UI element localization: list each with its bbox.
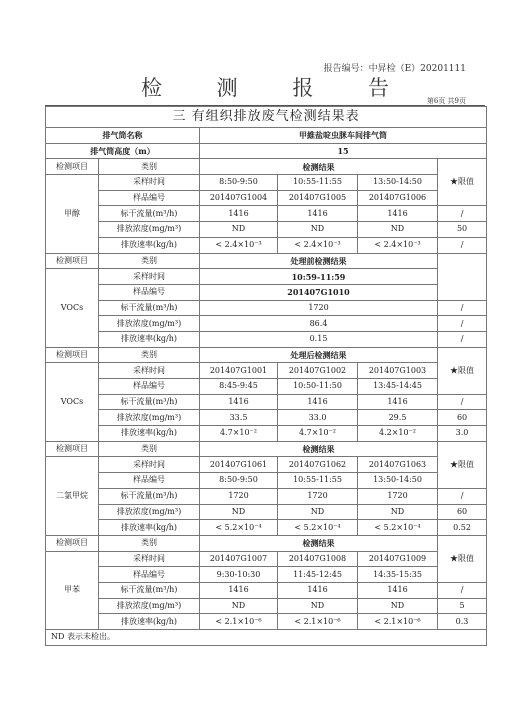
cell: 1720 [278, 488, 358, 504]
limit-cell: 60 [438, 410, 487, 426]
cell: < 2.1×10⁻⁶ [200, 614, 278, 630]
cell: 1416 [200, 206, 278, 222]
limit-cell: 60 [438, 504, 487, 520]
item-name: 甲苯 [46, 551, 99, 629]
cell: 4.2×10⁻² [358, 426, 438, 442]
cell: 1416 [358, 394, 438, 410]
cell: ND [278, 222, 358, 238]
rate-label: 排放速率(kg/h) [99, 520, 200, 536]
flow-label: 标干流量(m³/h) [99, 206, 200, 222]
cell: 201407G1004 [200, 190, 278, 206]
limit-header: ★限值 [438, 535, 487, 582]
conc-label: 排放浓度(mg/m³) [99, 598, 200, 614]
cell: 8:50-9:50 [200, 175, 278, 191]
cell: 13:50-14:50 [358, 473, 438, 489]
limit-cell: / [438, 300, 487, 316]
limit-cell: 50 [438, 222, 487, 238]
item-header: 检测项目 [46, 535, 99, 551]
sample-no-label: 样品编号 [99, 190, 200, 206]
limit-cell: 0.3 [438, 614, 487, 630]
cell: 29.5 [358, 410, 438, 426]
report-title: 检 测 报 告 [140, 76, 414, 100]
cell: 201407G1008 [278, 551, 358, 567]
limit-cell: / [438, 316, 487, 332]
limit-cell: / [438, 582, 487, 598]
cell: 201407G1010 [200, 284, 438, 300]
cell: 10:59-11:59 [200, 269, 438, 285]
rate-label: 排放速率(kg/h) [99, 331, 200, 347]
results-header: 检测结果 [200, 441, 438, 457]
sample-time-label: 采样时间 [99, 269, 200, 285]
sample-no-label: 样品编号 [99, 567, 200, 583]
cell: 201407G1001 [200, 363, 278, 379]
limit-cell: 3.0 [438, 426, 487, 442]
cell: 10:50-11:50 [278, 379, 358, 395]
cell: 201407G1002 [278, 363, 358, 379]
cell: ND [278, 504, 358, 520]
cell: 86.4 [200, 316, 438, 332]
cell: 1720 [358, 488, 438, 504]
cell: 201407G1063 [358, 457, 438, 473]
stack-height-label: 排气筒高度（m） [46, 143, 200, 159]
sample-no-label: 样品编号 [99, 284, 200, 300]
cell: ND [358, 504, 438, 520]
rate-label: 排放速率(kg/h) [99, 237, 200, 253]
cell: 201407G1003 [358, 363, 438, 379]
cell: < 2.4×10⁻³ [200, 237, 278, 253]
cell: 8:45-9:45 [200, 379, 278, 395]
cell: 9:30-10:30 [200, 567, 278, 583]
cell: 1416 [278, 582, 358, 598]
cell: < 5.2×10⁻⁴ [358, 520, 438, 536]
results-header: 检测结果 [200, 159, 438, 175]
cell: 201407G1006 [358, 190, 438, 206]
cell: 1720 [200, 300, 438, 316]
flow-label: 标干流量(m³/h) [99, 488, 200, 504]
sample-no-label: 样品编号 [99, 473, 200, 489]
stack-name: 甲維盐啶虫脒车间排气筒 [200, 128, 487, 144]
category-header: 类别 [99, 535, 200, 551]
item-header: 检测项目 [46, 441, 99, 457]
cell: 10:55-11:55 [278, 175, 358, 191]
limit-cell: / [438, 488, 487, 504]
limit-cell: 0.52 [438, 520, 487, 536]
table-caption: 三 有组织排放废气检测结果表 [46, 107, 487, 128]
cell: 0.15 [200, 331, 438, 347]
cell: < 5.2×10⁻⁴ [200, 520, 278, 536]
cell: ND [200, 222, 278, 238]
item-header: 检测项目 [46, 347, 99, 363]
cell: 11:45-12:45 [278, 567, 358, 583]
cell: 1416 [200, 394, 278, 410]
item-header: 检测项目 [46, 159, 99, 175]
cell: 1416 [278, 206, 358, 222]
cell: ND [358, 222, 438, 238]
cell: 10:55-11:55 [278, 473, 358, 489]
category-header: 类别 [99, 441, 200, 457]
category-header: 类别 [99, 347, 200, 363]
flow-label: 标干流量(m³/h) [99, 582, 200, 598]
limit-cell: / [438, 237, 487, 253]
results-header: 检测结果 [200, 535, 438, 551]
item-name: 甲醇 [46, 175, 99, 253]
cell: 8:50-9:50 [200, 473, 278, 489]
rate-label: 排放速率(kg/h) [99, 614, 200, 630]
cell: < 2.4×10⁻³ [278, 237, 358, 253]
item-header: 检测项目 [46, 253, 99, 269]
item-name: 二氯甲烷 [46, 457, 99, 535]
cell: 201407G1007 [200, 551, 278, 567]
report-number: 报告编号：中昇检（E）20201111 [323, 64, 466, 74]
page-number: 第6页 共9页 [426, 97, 466, 105]
sample-no-label: 样品编号 [99, 379, 200, 395]
cell: 1416 [278, 394, 358, 410]
cell: 13:45-14:45 [358, 379, 438, 395]
conc-label: 排放浓度(mg/m³) [99, 410, 200, 426]
cell: 13:50-14:50 [358, 175, 438, 191]
limit-cell: / [438, 331, 487, 347]
limit-blank [438, 253, 487, 300]
cell: 201407G1005 [278, 190, 358, 206]
cell: 1416 [358, 206, 438, 222]
limit-cell: / [438, 206, 487, 222]
conc-label: 排放浓度(mg/m³) [99, 504, 200, 520]
sample-time-label: 采样时间 [99, 175, 200, 191]
limit-cell: 5 [438, 598, 487, 614]
category-header: 类别 [99, 253, 200, 269]
sample-time-label: 采样时间 [99, 457, 200, 473]
cell: 1416 [200, 582, 278, 598]
flow-label: 标干流量(m³/h) [99, 394, 200, 410]
cell: ND [200, 598, 278, 614]
cell: 201407G1061 [200, 457, 278, 473]
cell: < 2.1×10⁻⁶ [278, 614, 358, 630]
rate-label: 排放速率(kg/h) [99, 426, 200, 442]
results-before-header: 处理前检测结果 [200, 253, 438, 269]
limit-header: ★限值 [438, 159, 487, 206]
cell: 14:35-15:35 [358, 567, 438, 583]
sample-time-label: 采样时间 [99, 363, 200, 379]
results-after-header: 处理后检测结果 [200, 347, 438, 363]
cell: 33.0 [278, 410, 358, 426]
stack-height: 15 [200, 143, 487, 159]
limit-cell: / [438, 394, 487, 410]
cell: < 5.2×10⁻⁴ [278, 520, 358, 536]
cell: 1416 [358, 582, 438, 598]
conc-label: 排放浓度(mg/m³) [99, 316, 200, 332]
cell: 201407G1009 [358, 551, 438, 567]
conc-label: 排放浓度(mg/m³) [99, 222, 200, 238]
cell: ND [200, 504, 278, 520]
item-name: VOCs [46, 363, 99, 441]
cell: 201407G1062 [278, 457, 358, 473]
cell: < 2.4×10⁻³ [358, 237, 438, 253]
cell: 33.5 [200, 410, 278, 426]
cell: < 2.1×10⁻⁶ [358, 614, 438, 630]
limit-header: ★限值 [438, 347, 487, 394]
results-table [45, 106, 487, 646]
category-header: 类别 [99, 159, 200, 175]
cell: ND [278, 598, 358, 614]
flow-label: 标干流量(m³/h) [99, 300, 200, 316]
limit-header: ★限值 [438, 441, 487, 488]
footnote: ND 表示未检出。 [46, 630, 487, 646]
cell: 1720 [200, 488, 278, 504]
cell: ND [358, 598, 438, 614]
stack-name-label: 排气筒名称 [46, 128, 200, 144]
cell: 4.7×10⁻² [278, 426, 358, 442]
cell: 4.7×10⁻² [200, 426, 278, 442]
item-name: VOCs [46, 269, 99, 347]
sample-time-label: 采样时间 [99, 551, 200, 567]
